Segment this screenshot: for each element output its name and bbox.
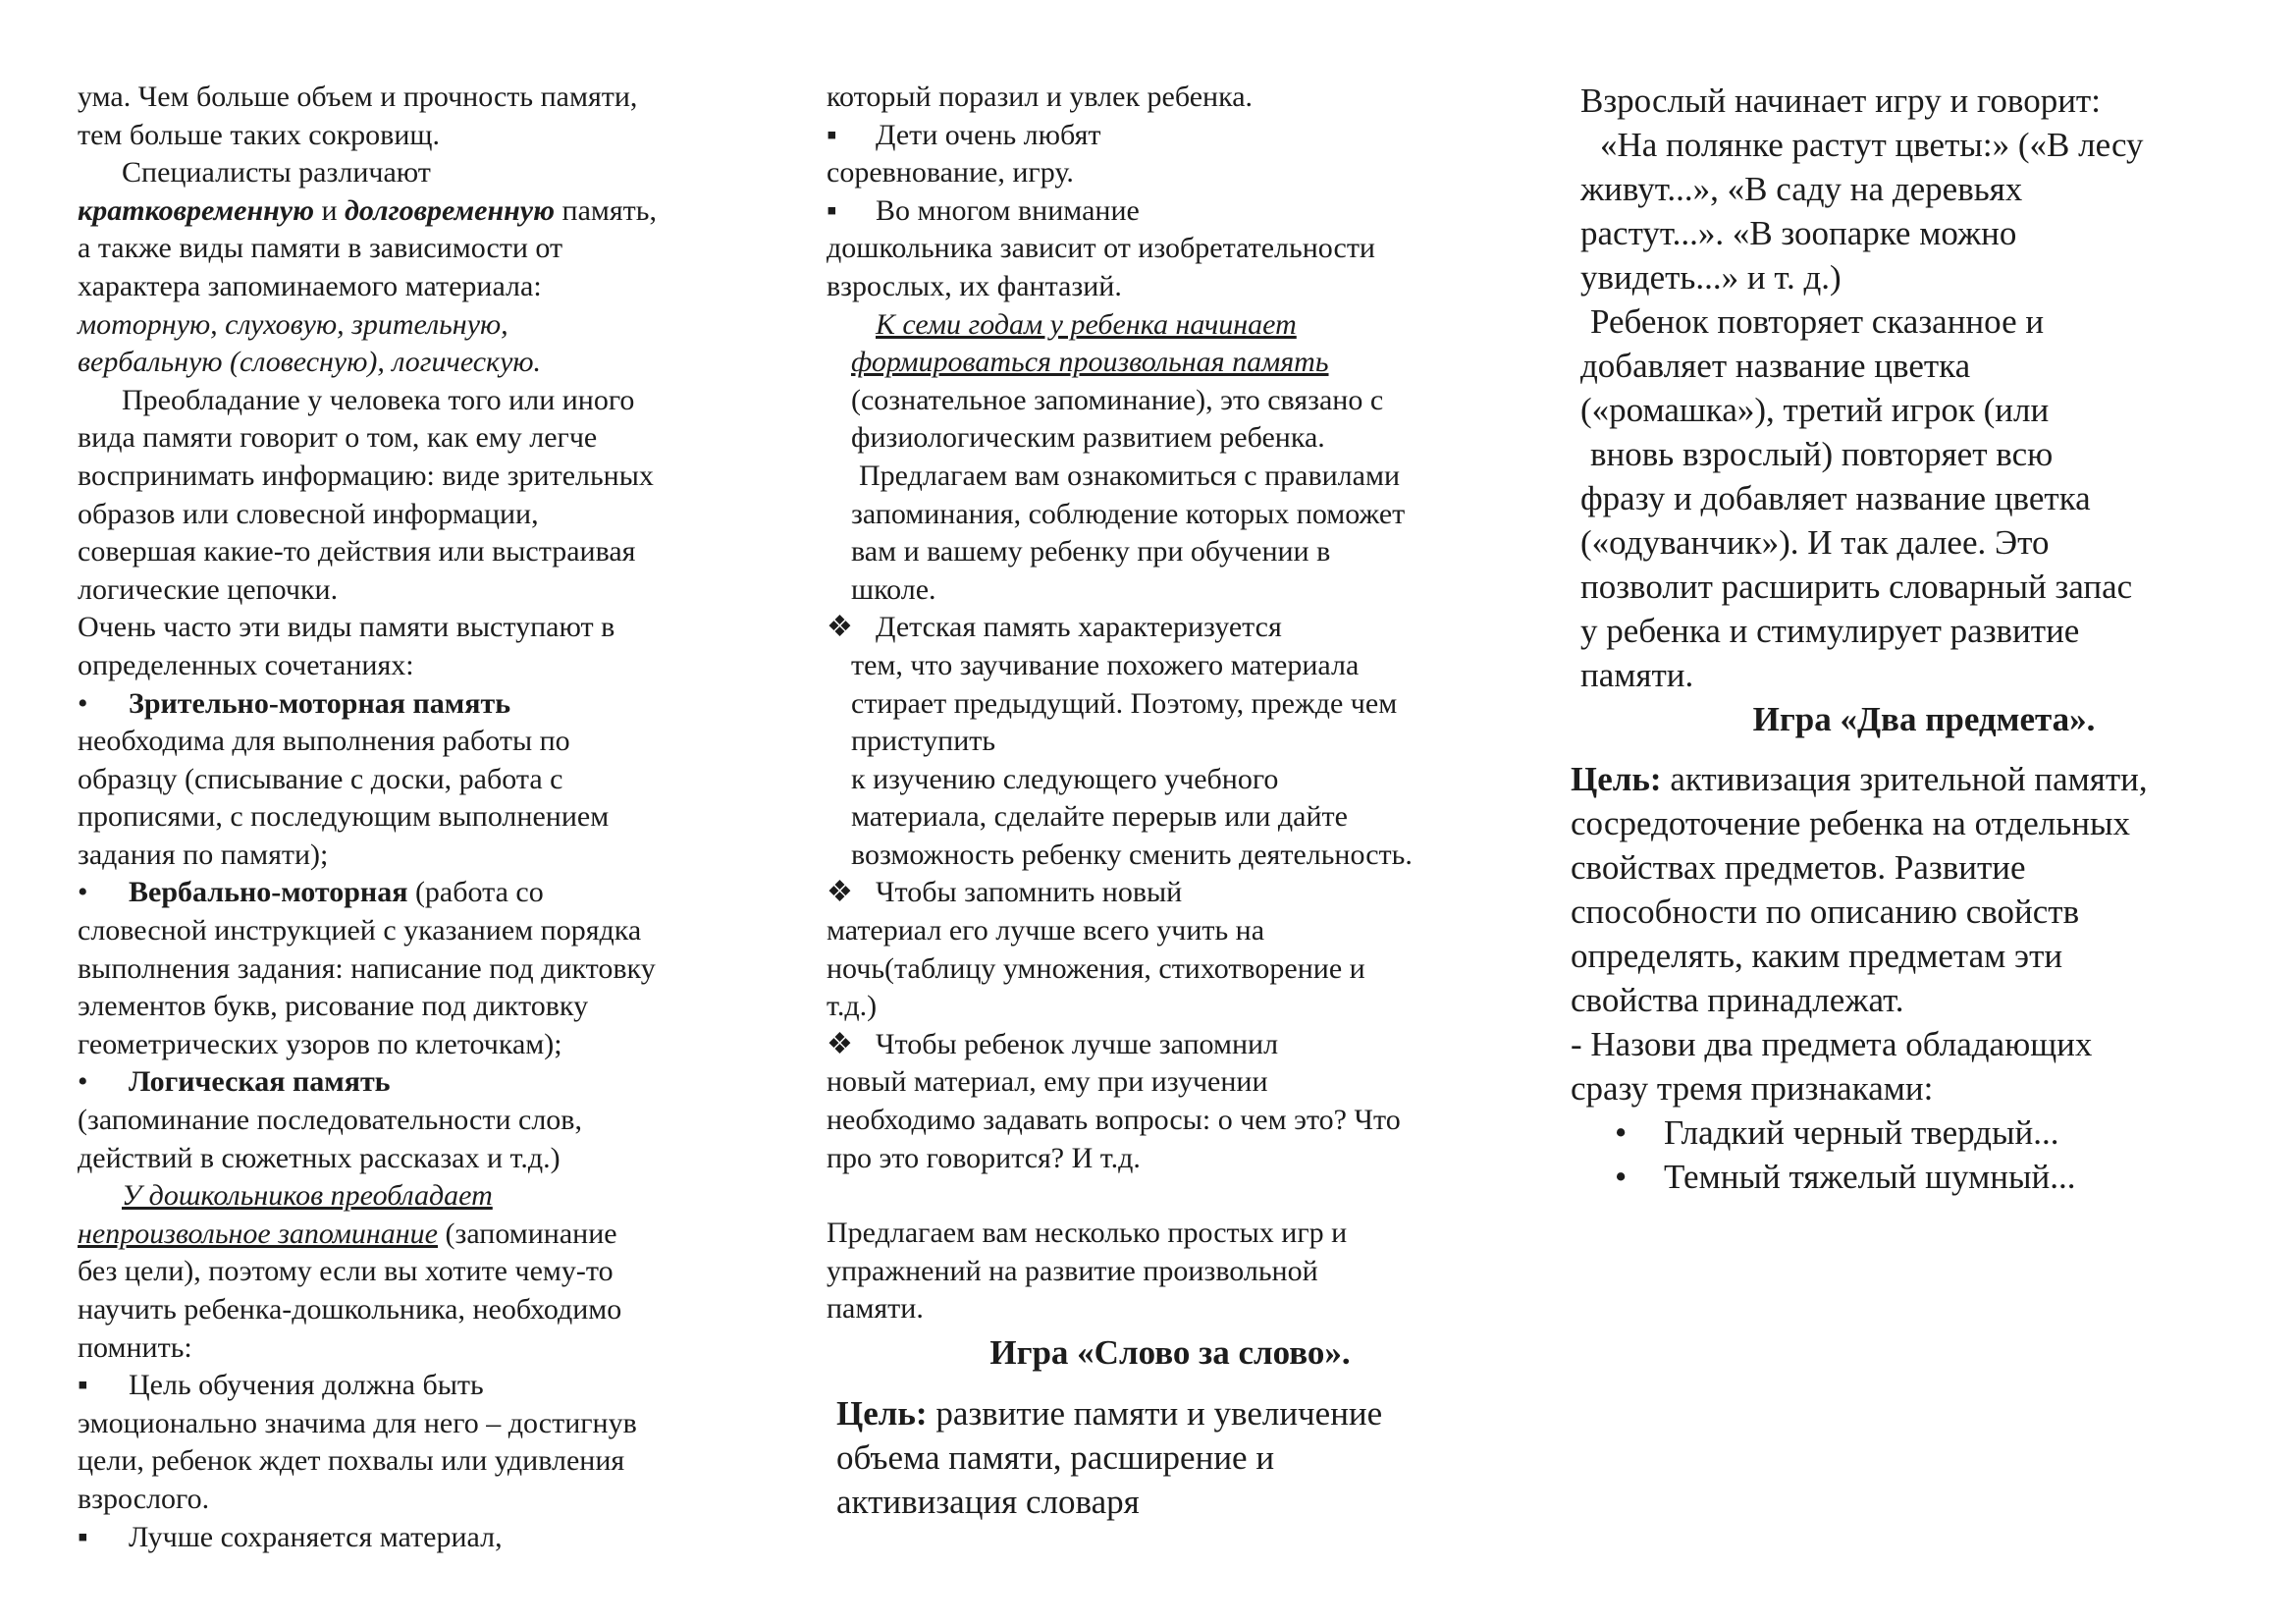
bullet-icon: • [1615, 1158, 1628, 1196]
text-line: Предлагаем вам ознакомиться с правилами [859, 459, 1401, 492]
text-line: без цели), поэтому если вы хотите чему-то [78, 1255, 614, 1288]
square-bullet-icon: ▪ [827, 193, 837, 227]
bullet-title: Зрительно-моторная память [129, 686, 511, 720]
text-line: у ребенка и стимулирует развитие [1580, 612, 2080, 650]
text-line: определенных сочетаниях: [78, 648, 414, 681]
column-right [1571, 79, 2268, 1199]
text-fragment: активизация зрительной памяти, [1661, 760, 2148, 798]
bullet-text: Лучше сохраняется материал, [129, 1520, 503, 1553]
square-bullet-icon: ▪ [827, 118, 837, 151]
list-item [1571, 1110, 2268, 1155]
text-line: («одуванчик»). И так далее. Это [1580, 523, 2050, 562]
goal-line [827, 1391, 1514, 1435]
text-line: эмоционально значима для него – достигнув [78, 1406, 637, 1439]
text-line: позволит расширить словарный запас [1580, 568, 2133, 606]
text-line: тем, что заучивание похожего материала [851, 648, 1360, 681]
goal-line: способности по описанию свойств [1571, 893, 2080, 931]
bullet-icon: • [78, 686, 88, 720]
text-line: к изучению следующего учебного [851, 762, 1279, 795]
text-fragment: и [313, 193, 346, 227]
text-line: Очень часто эти виды памяти выступают в [78, 611, 615, 644]
list-item [1571, 1155, 2268, 1199]
game-title: Игра «Два предмета». [1752, 700, 2096, 738]
text-line: помнить: [78, 1330, 192, 1364]
text-line: (сознательное запоминание), это связано с [851, 383, 1384, 416]
goal-line: свойства принадлежат. [1571, 981, 1904, 1019]
text-fragment: (работа со [407, 876, 544, 909]
text-line: образцу (списывание с доски, работа с [78, 762, 563, 795]
text-line: логические цепочки. [78, 572, 339, 606]
text-line: ума. Чем больше объем и прочность памяти, [78, 81, 638, 113]
emphasis-line: У дошкольников преобладает [122, 1179, 493, 1213]
square-bullet-item [827, 192, 1514, 231]
text-line: Взрослый начинает игру и говорит: [1580, 81, 2101, 120]
text-line: добавляет название цветка [1580, 347, 1971, 385]
text-line: соревнование, игру. [827, 156, 1074, 189]
text-line: который поразил и увлек ребенка. [827, 81, 1254, 113]
emphasis-line: К семи годам у ребенка начинает [876, 307, 1297, 341]
diamond-bullet-icon: ❖ [827, 876, 853, 909]
text-line [78, 1216, 765, 1254]
text-fragment: (запоминание [438, 1217, 617, 1250]
game-title: Игра «Слово за слово». [989, 1333, 1351, 1372]
bullet-item [78, 874, 765, 912]
diamond-bullet-item [827, 609, 1514, 647]
column-left [78, 79, 765, 1556]
column-middle [827, 79, 1514, 1524]
text-line: совершая какие-то действия или выстраивая [78, 535, 636, 568]
diamond-bullet-icon: ❖ [827, 611, 853, 644]
text-line: запоминания, соблюдение которых поможет [851, 497, 1406, 530]
text-line: Преобладание у человека того или иного [122, 383, 635, 416]
text-line: про это говорится? И т.д. [827, 1141, 1141, 1174]
goal-label: Цель: [836, 1394, 928, 1433]
bullet-text: Детская память характеризуется [876, 611, 1282, 644]
bullet-text: Цель обучения должна быть [129, 1369, 484, 1402]
square-bullet-icon: ▪ [78, 1520, 88, 1553]
term-short-term: кратковременную [78, 193, 314, 227]
text-line: действий в сюжетных рассказах и т.д.) [78, 1141, 561, 1174]
text-fragment: память, [555, 193, 657, 227]
bullet-item [78, 1063, 765, 1102]
square-bullet-item [78, 1519, 765, 1557]
spacer [827, 1177, 1514, 1215]
text-line: вида памяти говорит о том, как ему легче [78, 421, 598, 455]
text-line: научить ребенка-дошкольника, необходимо [78, 1293, 622, 1326]
text-line: тем больше таких сокровищ. [78, 118, 440, 151]
bullet-text: Дети очень любят [876, 118, 1101, 151]
goal-label: Цель: [1571, 760, 1662, 798]
goal-line: сразу тремя признаками: [1571, 1069, 1934, 1108]
bullet-text: Чтобы ребенок лучше запомнил [876, 1027, 1279, 1060]
diamond-bullet-icon: ❖ [827, 1027, 853, 1060]
text-line: т.д.) [827, 990, 878, 1023]
text-line: взрослых, их фантазий. [827, 269, 1122, 302]
text-line: Предлагаем вам несколько простых игр и [827, 1217, 1348, 1250]
goal-line [1571, 757, 2268, 801]
bullet-title: Вербально-моторная [129, 876, 408, 909]
goal-line: объема памяти, расширение и [836, 1438, 1275, 1477]
text-line: а также виды памяти в зависимости от [78, 232, 563, 265]
bullet-text: Чтобы запомнить новый [876, 876, 1183, 909]
text-line: ночь(таблицу умножения, стихотворение и [827, 951, 1365, 985]
bullet-icon: • [78, 1065, 88, 1099]
text-line: вербальную (словесную), логическую. [78, 346, 542, 379]
goal-line: свойствах предметов. Развитие [1571, 848, 2026, 887]
text-line: упражнений на развитие произвольной [827, 1254, 1318, 1287]
bullet-icon: • [1615, 1113, 1628, 1152]
text-line: физиологическим развитием ребенка. [851, 421, 1325, 455]
text-line: стирает предыдущий. Поэтому, прежде чем [851, 686, 1398, 720]
text-line: возможность ребенку сменить деятельность. [851, 838, 1413, 871]
bullet-text: Во многом внимание [876, 193, 1140, 227]
square-bullet-item [78, 1367, 765, 1405]
text-line: воспринимать информацию: виде зрительных [78, 459, 654, 492]
text-line: приступить [851, 725, 996, 758]
text-line: необходимо задавать вопросы: о чем это? Что [827, 1104, 1401, 1137]
text-line: прописями, с последующим выполнением [78, 800, 610, 834]
list-item-text: Темный тяжелый шумный... [1664, 1158, 2076, 1196]
text-line: геометрических узоров по клеточкам); [78, 1027, 562, 1060]
diamond-bullet-item [827, 874, 1514, 912]
text-line: характера запоминаемого материала: [78, 269, 542, 302]
goal-line: активизация словаря [836, 1483, 1140, 1521]
text-line: дошкольника зависит от изобретательности [827, 232, 1375, 265]
text-line: элементов букв, рисование под диктовку [78, 990, 589, 1023]
emphasis-fragment: непроизвольное запоминание [78, 1217, 439, 1250]
list-item-text: Гладкий черный твердый... [1664, 1113, 2059, 1152]
text-line: памяти. [1580, 656, 1694, 694]
bullet-title: Логическая память [129, 1065, 391, 1099]
square-bullet-item [827, 117, 1514, 155]
text-line: задания по памяти); [78, 838, 329, 871]
text-line: выполнения задания: написание под диктовку [78, 951, 656, 985]
bullet-item [78, 685, 765, 724]
text-line: словесной инструкцией с указанием порядка [78, 914, 642, 947]
text-line: («ромашка»), третий игрок (или [1580, 391, 2050, 429]
text-line [78, 192, 765, 231]
text-line: растут...». «В зоопарке можно [1580, 214, 2017, 252]
text-line: (запоминание последовательности слов, [78, 1104, 582, 1137]
text-fragment: развитие памяти и увеличение [927, 1394, 1383, 1433]
text-line: новый материал, ему при изучении [827, 1065, 1268, 1099]
goal-line: определять, каким предметам эти [1571, 937, 2063, 975]
diamond-bullet-item [827, 1026, 1514, 1064]
text-line: школе. [851, 572, 936, 606]
goal-block [1571, 757, 2268, 1199]
text-line: памяти. [827, 1292, 924, 1326]
text-line: фразу и добавляет название цветка [1580, 479, 2091, 517]
text-line: вновь взрослый) повторяет всю [1590, 435, 2054, 473]
text-line: вам и вашему ребенку при обучении в [851, 535, 1331, 568]
square-bullet-icon: ▪ [78, 1369, 88, 1402]
text-line: живут...», «В саду на деревьях [1580, 170, 2023, 208]
goal-line: - Назови два предмета обладающих [1571, 1025, 2093, 1063]
bullet-icon: • [78, 876, 88, 909]
text-line: моторную, слуховую, зрительную, [78, 307, 508, 341]
text-line: материала, сделайте перерыв или дайте [851, 800, 1348, 834]
text-line: материал его лучше всего учить на [827, 914, 1265, 947]
text-line: увидеть...» и т. д.) [1580, 258, 1842, 297]
text-line: необходима для выполнения работы по [78, 725, 570, 758]
goal-line: сосредоточение ребенка на отдельных [1571, 804, 2130, 842]
text-line: Специалисты различают [122, 156, 431, 189]
text-line: Ребенок повторяет сказанное и [1590, 302, 2045, 341]
text-line: «На полянке растут цветы:» («В лесу [1600, 126, 2144, 164]
text-line: взрослого. [78, 1482, 210, 1515]
emphasis-line: формироваться произвольная память [851, 346, 1329, 379]
term-long-term: долговременную [345, 193, 556, 227]
text-line: цели, ребенок ждет похвалы или удивления [78, 1444, 625, 1478]
text-line: образов или словесной информации, [78, 497, 539, 530]
